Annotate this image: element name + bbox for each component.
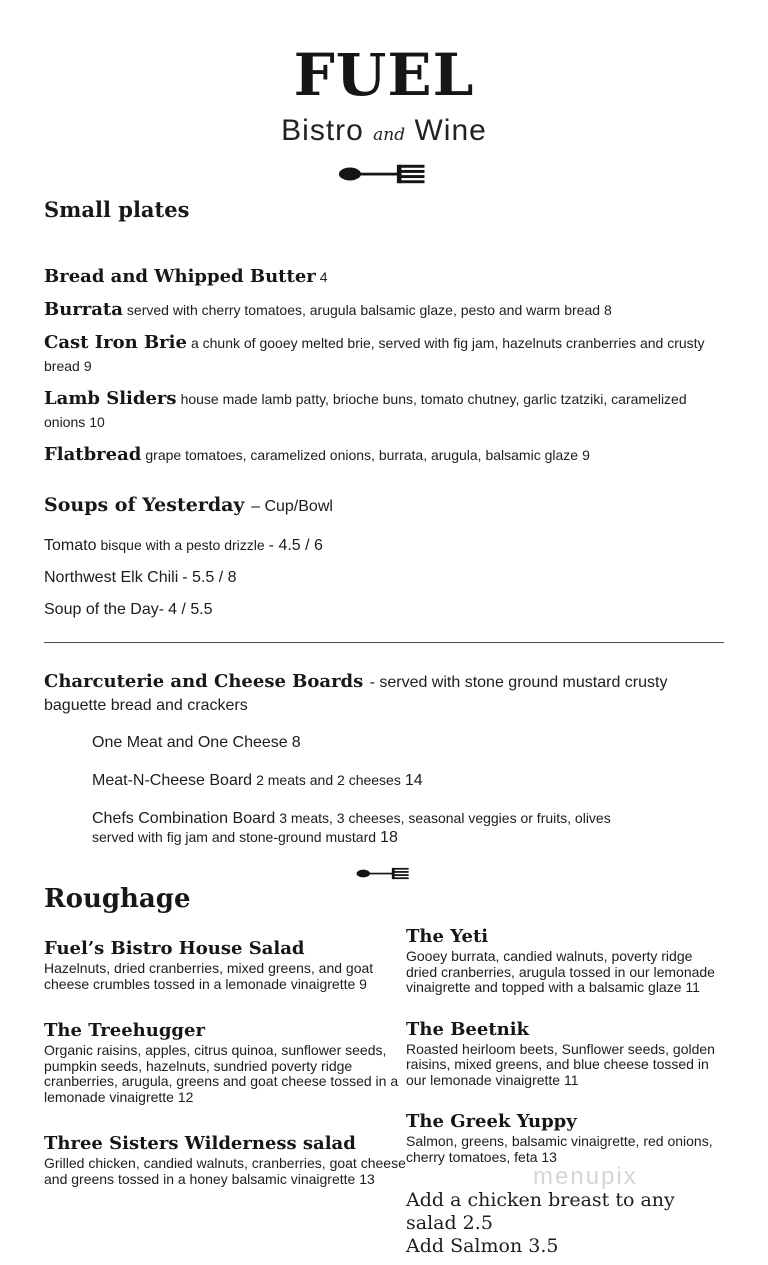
menu-item-burrata [44, 299, 724, 322]
item-name: The Beetnik [406, 1018, 530, 1040]
salad-addons [406, 1189, 724, 1258]
menu-item-cast-iron-brie [44, 332, 724, 378]
item-description: a chunk of gooey melted brie, served with fig jam, hazelnuts cranberries and crusty bread [44, 335, 705, 374]
menu-item-soup-of-day [44, 600, 724, 620]
item-name: Cast Iron Brie [44, 332, 187, 353]
item-description: served with cherry tomatoes, arugula balsamic glaze, pesto and warm bread [126, 302, 601, 318]
restaurant-tagline [0, 115, 768, 151]
item-description: Grilled chicken, candied walnuts, cranberries, goat cheese and greens tossed in a honey balsamic vinaigrette 13 [44, 1155, 406, 1187]
item-price: 14 [404, 772, 423, 789]
item-description: Hazelnuts, dried cranberries, mixed greens, and goat cheese crumbles tossed in a lemonade vinaigrette 9 [44, 960, 374, 992]
item-description: 3 meats, 3 cheeses, seasonal veggies or fruits, olives served with fig jam and stone-ground mustard [92, 810, 611, 845]
menupix-watermark: menupix [533, 1163, 638, 1190]
item-price: 4 / 5.5 [168, 601, 213, 618]
item-name: The Yeti [406, 926, 489, 947]
item-price: 9 [83, 358, 92, 374]
spoon-fork-icon [0, 162, 768, 186]
menu-item-treehugger [44, 1021, 406, 1105]
menu-item-greek-yuppy [406, 1112, 724, 1165]
menu-item-elk-chili [44, 568, 724, 588]
soups-heading-suffix: – Cup/Bowl [251, 498, 333, 515]
addon-chicken: Add a chicken breast to any salad 2.5 [406, 1189, 675, 1234]
tagline-wine: Wine [414, 114, 487, 147]
item-name: One Meat and One Cheese [92, 734, 288, 751]
item-price: 8 [604, 302, 612, 318]
item-description: 2 meats and 2 cheeses [256, 772, 401, 788]
brand-header [0, 0, 768, 186]
salads-column-right [406, 927, 724, 1258]
menu-item-beetnik [406, 1020, 724, 1089]
item-name: Chefs Combination Board [92, 810, 276, 827]
item-price: 9 [582, 447, 590, 463]
menu-item-house-salad [44, 939, 406, 992]
item-description: house made lamb patty, brioche buns, tomato chutney, garlic tzatziki, caramelized onions [44, 391, 687, 430]
spoon-fork-icon-small [44, 866, 724, 881]
section-heading-boards [44, 671, 724, 717]
item-price: 10 [89, 414, 105, 430]
item-price: - 4.5 / 6 [268, 537, 323, 554]
item-description: Salmon, greens, balsamic vinaigrette, red onions, cherry tomatoes, feta 13 [406, 1133, 713, 1165]
item-description: bisque with a pesto drizzle [100, 537, 265, 553]
boards-heading-suffix: - served with stone ground mustard crusty baguette bread and crackers [44, 674, 668, 714]
soups-heading-text: Soups of Yesterday [44, 494, 245, 516]
tagline-and: and [373, 125, 406, 145]
item-price: 18 [380, 829, 398, 846]
item-name: Soup of the Day- [44, 601, 165, 618]
tagline-bistro: Bistro [281, 114, 364, 147]
section-heading-roughage: Roughage [44, 884, 191, 914]
menu-item-yeti [406, 927, 724, 996]
boards-heading-text: Charcuterie and Cheese Boards [44, 671, 364, 692]
item-name: Northwest Elk Chili [44, 569, 179, 586]
item-name: Tomato [44, 537, 97, 554]
menu-item-lamb-sliders [44, 388, 724, 434]
small-plates-list [44, 266, 724, 467]
item-name: Fuel’s Bistro House Salad [44, 938, 305, 959]
item-name: Meat-N-Cheese Board [92, 772, 253, 789]
item-name: Three Sisters Wilderness salad [44, 1133, 356, 1154]
menu-item-tomato-bisque [44, 535, 724, 556]
menu-item-bread-butter [44, 266, 724, 289]
menu-content [0, 198, 768, 1258]
item-price: 8 [291, 734, 301, 751]
item-description: grape tomatoes, caramelized onions, burrata, arugula, balsamic glaze [145, 447, 579, 463]
section-heading-small-plates: Small plates [44, 197, 190, 222]
section-divider [44, 642, 724, 643]
addon-salmon: Add Salmon 3.5 [406, 1235, 559, 1257]
item-description: Roasted heirloom beets, Sunflower seeds, golden raisins, mixed greens, and blue cheese tossed in our lemonade vinaigrette 11 [406, 1040, 715, 1088]
menu-item-flatbread [44, 444, 724, 467]
restaurant-name: FUEL [293, 41, 475, 109]
item-name: The Treehugger [44, 1020, 205, 1041]
item-name: Lamb Sliders [44, 388, 177, 409]
soups-list [44, 535, 724, 620]
menu-item-chefs-combination [92, 809, 637, 847]
item-name: Burrata [44, 299, 123, 320]
item-name: Bread and Whipped Butter [44, 266, 316, 287]
item-price: - 5.5 / 8 [182, 569, 237, 586]
item-price: 4 [319, 269, 328, 285]
boards-list [92, 733, 637, 847]
menu-item-one-meat-cheese [92, 733, 637, 752]
item-description: Gooey burrata, candied walnuts, poverty ridge dried cranberries, arugula tossed in our lemonade vinaigrette and topped with a balsamic glaze 11 [406, 948, 715, 995]
item-name: The Greek Yuppy [406, 1111, 577, 1132]
salads-column-left [44, 927, 406, 1258]
menu-item-meat-n-cheese [92, 771, 637, 790]
section-heading-soups [44, 493, 724, 519]
item-description: Organic raisins, apples, citrus quinoa, sunflower seeds, pumpkin seeds, hazelnuts, sundried poverty ridge cranberries, arugula, greens and goat cheese tossed in a lemonade vinaigrette 12 [44, 1042, 399, 1105]
salads-columns [44, 927, 724, 1258]
menu-item-three-sisters [44, 1134, 406, 1187]
item-name: Flatbread [44, 444, 142, 465]
